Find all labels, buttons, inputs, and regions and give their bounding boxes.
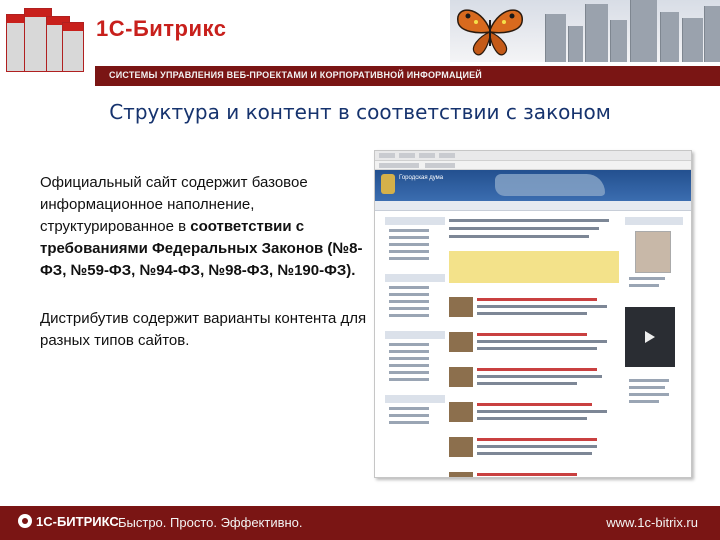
- footer-logo-text: 1С-БИТРИКС: [36, 514, 119, 529]
- website-screenshot: [374, 150, 692, 478]
- browser-toolbar: [375, 151, 691, 161]
- browser-address-bar: [375, 161, 691, 170]
- portrait-image: [635, 231, 671, 273]
- product-boxes-icon: [6, 6, 84, 76]
- footer-logo: [18, 514, 119, 529]
- site-right-column: [625, 217, 683, 472]
- site-header: [375, 170, 691, 201]
- map-graphic: [495, 174, 605, 196]
- slogan-bar: [95, 66, 720, 86]
- paragraph-1: [40, 172, 370, 282]
- footer-url[interactable]: www.1c-bitrix.ru: [606, 515, 698, 530]
- paragraph-2: Дистрибутив содержит варианты контента для разных типов сайтов.: [40, 310, 367, 349]
- coat-of-arms-icon: [381, 174, 395, 194]
- paragraph-1-text: Официальный сайт содержит базовое информационное наполнение, структурированное в: [40, 174, 308, 235]
- slide-title: Структура и контент в соответствии с законом: [109, 100, 611, 124]
- highlight-block: [449, 251, 619, 283]
- butterfly-icon: [450, 0, 530, 62]
- bitrix-logo-icon: [18, 514, 32, 528]
- brand-logo: 1С-Битрикс: [96, 16, 227, 41]
- site-sidebar: [385, 217, 445, 472]
- header-slogan: СИСТЕМЫ УПРАВЛЕНИЯ ВЕБ-ПРОЕКТАМИ И КОРПОРАТИВНОЙ ИНФОРМАЦИЕЙ: [109, 70, 482, 80]
- footer-slogan: Быстро. Просто. Эффективно.: [118, 515, 303, 530]
- paragraph-1-emphasis: соответствии с требованиями Федеральных Законов (№8-ФЗ, №59-ФЗ, №94-ФЗ, №98-ФЗ, №190-ФЗ).: [40, 218, 363, 279]
- header-banner: [0, 0, 720, 92]
- site-name: Городская дума: [399, 175, 444, 181]
- play-icon: [625, 307, 675, 367]
- slide-body: [40, 172, 370, 378]
- site-nav: [375, 201, 691, 211]
- city-skyline-image: [450, 0, 720, 62]
- footer-bar: [0, 506, 720, 540]
